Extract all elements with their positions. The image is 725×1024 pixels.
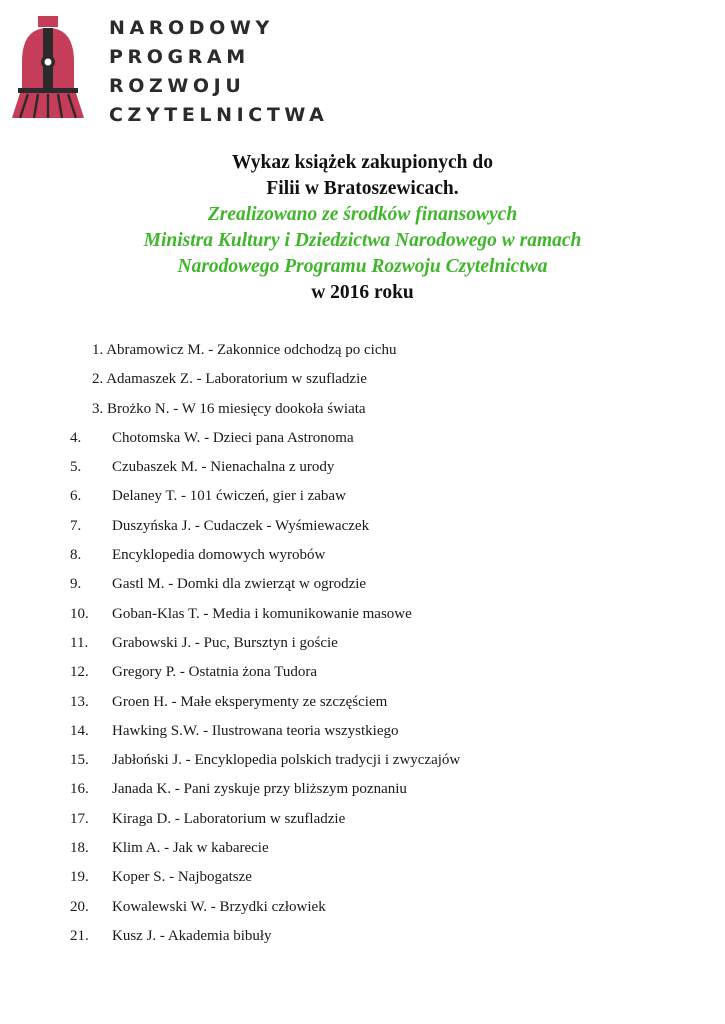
book-number: 17. [70,810,89,827]
book-number: 13. [70,693,89,710]
logo-wordmark [109,14,328,130]
book-number: 9. [70,576,82,593]
book-title: Klim A. - Jak w kabarecie [112,840,269,857]
book-item [0,512,725,541]
book-item [0,775,725,804]
book-number: 11. [70,634,89,651]
book-title: Gastl M. - Domki dla zwierząt w ogrodzie [112,576,367,593]
book-item [0,688,725,717]
book-item [0,863,725,892]
book-item [0,482,725,511]
book-number: 8. [70,547,82,564]
book-title: Koper S. - Najbogatsze [112,869,252,886]
book-item [0,629,725,658]
book-item [0,541,725,570]
book-title: Kusz J. - Akademia bibuły [112,927,272,944]
book-number: 14. [70,722,89,739]
funding-line-1: Zrealizowano ze środków finansowych [207,204,518,225]
book-item [0,834,725,863]
book-item [0,453,725,482]
book-title: Gregory P. - Ostatnia żona Tudora [112,664,317,681]
book-number: 5. [70,459,82,476]
book-number: 20. [70,898,89,915]
book-item [0,600,725,629]
year-line: w 2016 roku [311,282,414,303]
book-title: Chotomska W. - Dzieci pana Astronoma [112,429,354,446]
book-item [0,717,725,746]
book-entry: 3. Brożko N. - W 16 miesięcy dookoła świata [92,400,366,417]
book-entry: 2. Adamaszek Z. - Laboratorium w szufladzie [92,371,367,388]
book-number: 19. [70,869,89,886]
book-title: Janada K. - Pani zyskuje przy bliższym poznaniu [112,781,407,798]
document-header [0,150,725,306]
book-item [0,746,725,775]
book-number: 12. [70,664,89,681]
book-number: 4. [70,429,82,446]
book-item [0,336,725,365]
book-number: 15. [70,752,89,769]
book-item [0,893,725,922]
book-item [0,805,725,834]
book-title: Delaney T. - 101 ćwiczeń, gier i zabaw [112,488,346,505]
funding-line-3: Narodowego Programu Rozwoju Czytelnictwa [177,256,548,277]
book-item [0,395,725,424]
book-title: Groen H. - Małe eksperymenty ze szczęściem [112,693,388,710]
funding-line-2: Ministra Kultury i Dziedzictwa Narodowego w ramach [143,230,582,251]
book-number: 7. [70,517,82,534]
book-number: 6. [70,488,82,505]
book-title: Grabowski J. - Puc, Bursztyn i goście [112,634,338,651]
book-number: 16. [70,781,89,798]
book-number: 10. [70,605,89,622]
title-line-2: Filii w Bratoszewicach. [266,178,459,199]
book-item [0,570,725,599]
locomotive-logo-icon [12,14,84,120]
book-number: 18. [70,840,89,857]
logo-line-2: PROGRAM [109,46,250,68]
book-title: Encyklopedia domowych wyrobów [112,547,326,564]
book-title: Jabłoński J. - Encyklopedia polskich tradycji i zwyczajów [112,752,461,769]
book-title: Duszyńska J. - Cudaczek - Wyśmiewaczek [112,517,370,534]
book-title: Kowalewski W. - Brzydki człowiek [112,898,326,915]
logo-line-4: CZYTELNICTWA [109,104,329,126]
book-title: Hawking S.W. - Ilustrowana teoria wszystkiego [112,722,399,739]
book-list [0,336,725,951]
book-title: Czubaszek M. - Nienachalna z urody [112,459,335,476]
title-line-1: Wykaz książek zakupionych do [232,152,493,173]
book-title: Goban-Klas T. - Media i komunikowanie masowe [112,605,412,622]
nprc-logo [12,14,329,126]
book-number: 21. [70,927,89,944]
logo-line-3: ROZWOJU [109,75,246,97]
book-item [0,424,725,453]
book-entry: 1. Abramowicz M. - Zakonnice odchodzą po cichu [92,342,397,358]
book-item [0,658,725,687]
logo-line-1: NARODOWY [109,17,274,39]
book-item [0,922,725,951]
book-title: Kiraga D. - Laboratorium w szufladzie [112,810,346,827]
book-item [0,365,725,394]
